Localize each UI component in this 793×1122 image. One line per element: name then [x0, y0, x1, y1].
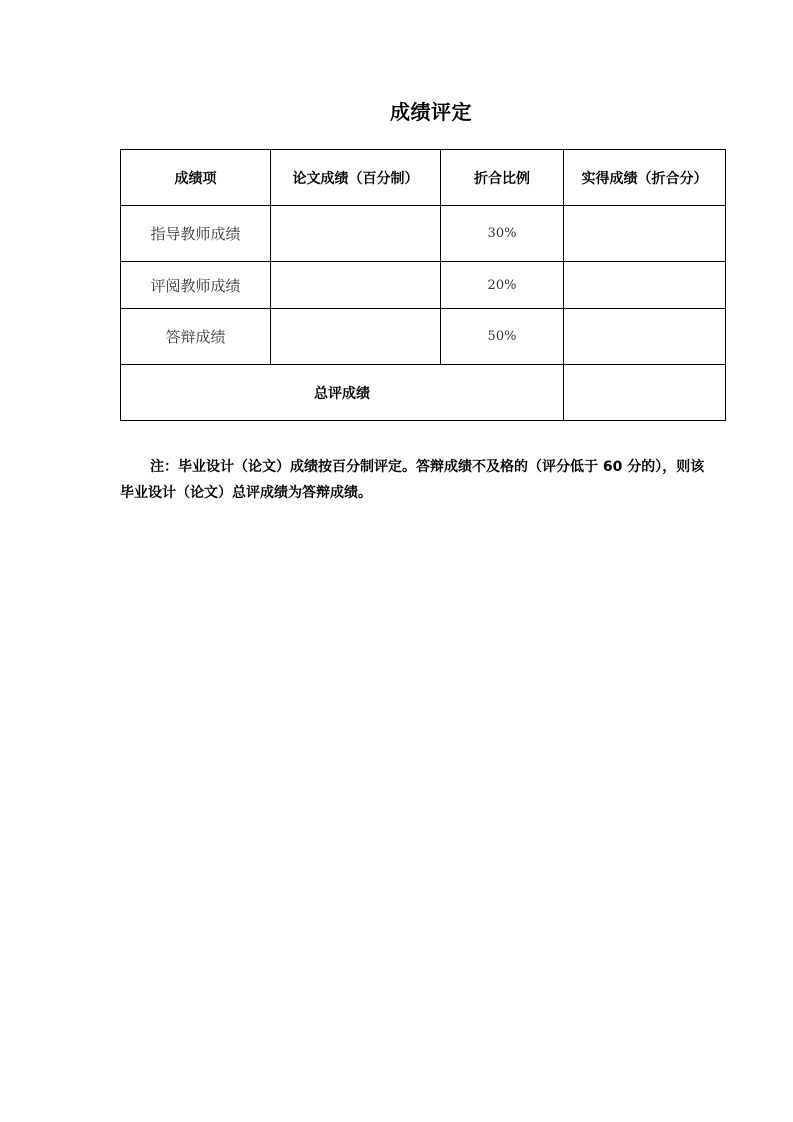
row-score-cell[interactable] — [271, 262, 441, 309]
table-header-row — [121, 150, 726, 206]
table-row — [121, 262, 726, 309]
row-score-cell[interactable] — [271, 206, 441, 262]
table-total-row — [121, 365, 726, 421]
header-ratio: 折合比例 — [441, 150, 564, 206]
grade-table — [120, 149, 726, 421]
row-result-cell[interactable] — [564, 206, 726, 262]
total-label: 总评成绩 — [121, 365, 564, 421]
note-text: 注：毕业设计（论文）成绩按百分制评定。答辩成绩不及格的（评分低于 60 分的），则该毕业设计（论文）总评成绩为答辩成绩。 — [120, 459, 705, 501]
row-item-reviewer: 评阅教师成绩 — [121, 262, 271, 309]
header-item: 成绩项 — [121, 150, 271, 206]
table-row — [121, 206, 726, 262]
row-result-cell[interactable] — [564, 309, 726, 365]
header-paper-score: 论文成绩（百分制） — [271, 150, 441, 206]
header-result: 实得成绩（折合分） — [564, 150, 726, 206]
row-item-defense: 答辩成绩 — [121, 309, 271, 365]
row-result-cell[interactable] — [564, 262, 726, 309]
row-item-advisor: 指导教师成绩 — [121, 206, 271, 262]
table-row — [121, 309, 726, 365]
row-score-cell[interactable] — [271, 309, 441, 365]
row-ratio-cell: 20% — [441, 262, 564, 309]
total-value-cell[interactable] — [564, 365, 726, 421]
row-ratio-cell: 30% — [441, 206, 564, 262]
row-ratio-cell: 50% — [441, 309, 564, 365]
page-title: 成绩评定 — [390, 100, 472, 124]
